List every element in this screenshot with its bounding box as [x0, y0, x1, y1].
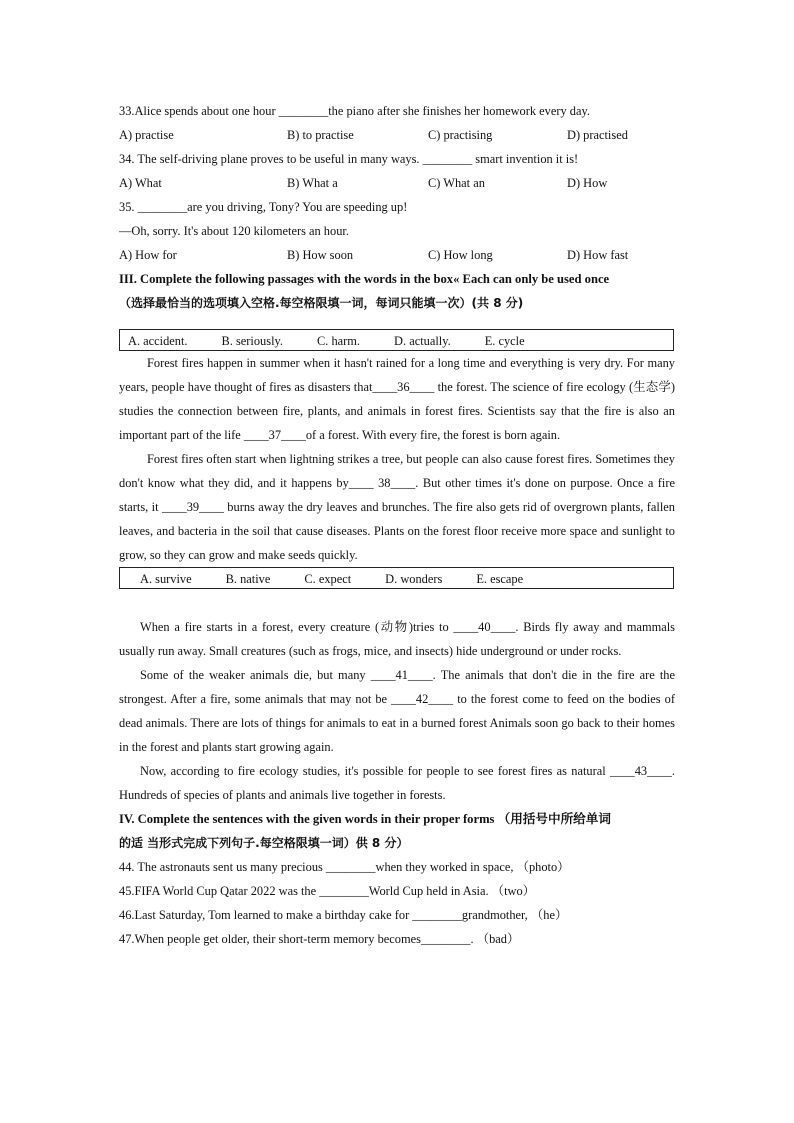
- question-34-options: [119, 171, 675, 195]
- option-c: C) What an: [428, 176, 485, 190]
- word-option: D. actually.: [394, 334, 451, 348]
- word-option: A. survive: [140, 572, 192, 586]
- word-option: C. harm.: [317, 334, 361, 348]
- word-option: C. expect: [304, 572, 352, 586]
- section-3-heading-line-1: III. Complete the following passages with the words in the box« Each can only be used once: [119, 272, 610, 286]
- question-44: 44. The astronauts sent us many precious ________when they worked in space, （photo）: [119, 860, 570, 874]
- option-a: A) How for: [119, 248, 177, 262]
- option-b: B) How soon: [287, 248, 354, 262]
- option-a: A) practise: [119, 128, 174, 142]
- word-option: E. escape: [476, 572, 524, 586]
- word-option: B. native: [225, 572, 271, 586]
- section-4-heading-line-1: IV. Complete the sentences with the given words in their proper forms （用括号中所给单词: [119, 812, 611, 826]
- option-b: B) to practise: [287, 128, 354, 142]
- section-3-heading-line-2: （选择最恰当的选项填入空格.每空格限填一词，每词只能填一次）(共 8 分): [119, 296, 524, 310]
- question-33-stem: 33.Alice spends about one hour ________the piano after she finishes her homework every day.: [119, 104, 590, 118]
- passage-paragraph-3: When a fire starts in a forest, every creature (动物)tries to ____40____. Birds fly away and mammals usually run away. Small creatures (such as frogs, mice, and insects) hide underground or under rocks.: [119, 620, 675, 658]
- question-47: 47.When people get older, their short-term memory becomes________. （bad）: [119, 932, 520, 946]
- option-d: D) practised: [567, 128, 628, 142]
- question-33-options: [119, 123, 675, 147]
- option-b: B) What a: [287, 176, 338, 190]
- question-46: 46.Last Saturday, Tom learned to make a birthday cake for ________grandmother, （he）: [119, 908, 568, 922]
- word-box-1: [119, 329, 674, 351]
- passage-paragraph-1: Forest fires happen in summer when it hasn't rained for a long time and everything is very dry. For many years, people have thought of fires as disasters that____36____ the forest. The science of fire ecology (生态学) studies the connection between fire, plants, and animals in forest fires. Scientists say that the fire is also an important part of the life ____37____of a forest. With every fire, the forest is born again.: [119, 356, 675, 442]
- word-option: E. cycle: [484, 334, 525, 348]
- option-c: C) practising: [428, 128, 493, 142]
- option-a: A) What: [119, 176, 162, 190]
- exam-page: [119, 99, 675, 951]
- passage-paragraph-2: Forest fires often start when lightning strikes a tree, but people can also cause forest fires. Sometimes they don't know what they did, and it happens by____ 38____. But other times it's done on purpose. Once a fire starts, it ____39____ burns away the dry leaves and brunches. The fire also gets rid of overgrown plants, fallen leaves, and bacteria in the soil that cause diseases. Plants on the forest floor receive more space and sunlight to grow, so they can grow and make seeds quickly.: [119, 452, 675, 562]
- option-d: D) How fast: [567, 248, 629, 262]
- question-35-stem: 35. ________are you driving, Tony? You are speeding up!: [119, 200, 408, 214]
- section-4-heading-line-2: 的适 当形式完成下列句子.每空格限填一词）供 8 分）: [119, 836, 409, 850]
- question-45: 45.FIFA World Cup Qatar 2022 was the ________World Cup held in Asia. （two）: [119, 884, 536, 898]
- question-35-reply: —Oh, sorry. It's about 120 kilometers an hour.: [119, 224, 349, 238]
- word-option: D. wonders: [385, 572, 443, 586]
- word-box-2: [119, 567, 674, 589]
- passage-paragraph-5: Now, according to fire ecology studies, it's possible for people to see forest fires as natural ____43____. Hundreds of species of plants and animals live together in forests.: [119, 764, 675, 802]
- word-option: A. accident.: [128, 334, 188, 348]
- option-d: D) How: [567, 176, 608, 190]
- passage-paragraph-4: Some of the weaker animals die, but many ____41____. The animals that don't die in the fire are the strongest. After a fire, some animals that may not be ____42____ to the forest come to feed on the bodies of dead animals. There are lots of things for animals to eat in a burned forest Animals soon go back to their homes in the forest and plants start growing again.: [119, 668, 675, 754]
- word-option: B. seriously.: [221, 334, 284, 348]
- question-35-options: [119, 243, 675, 267]
- question-34-stem: 34. The self-driving plane proves to be useful in many ways. ________ smart invention it is!: [119, 152, 579, 166]
- option-c: C) How long: [428, 248, 493, 262]
